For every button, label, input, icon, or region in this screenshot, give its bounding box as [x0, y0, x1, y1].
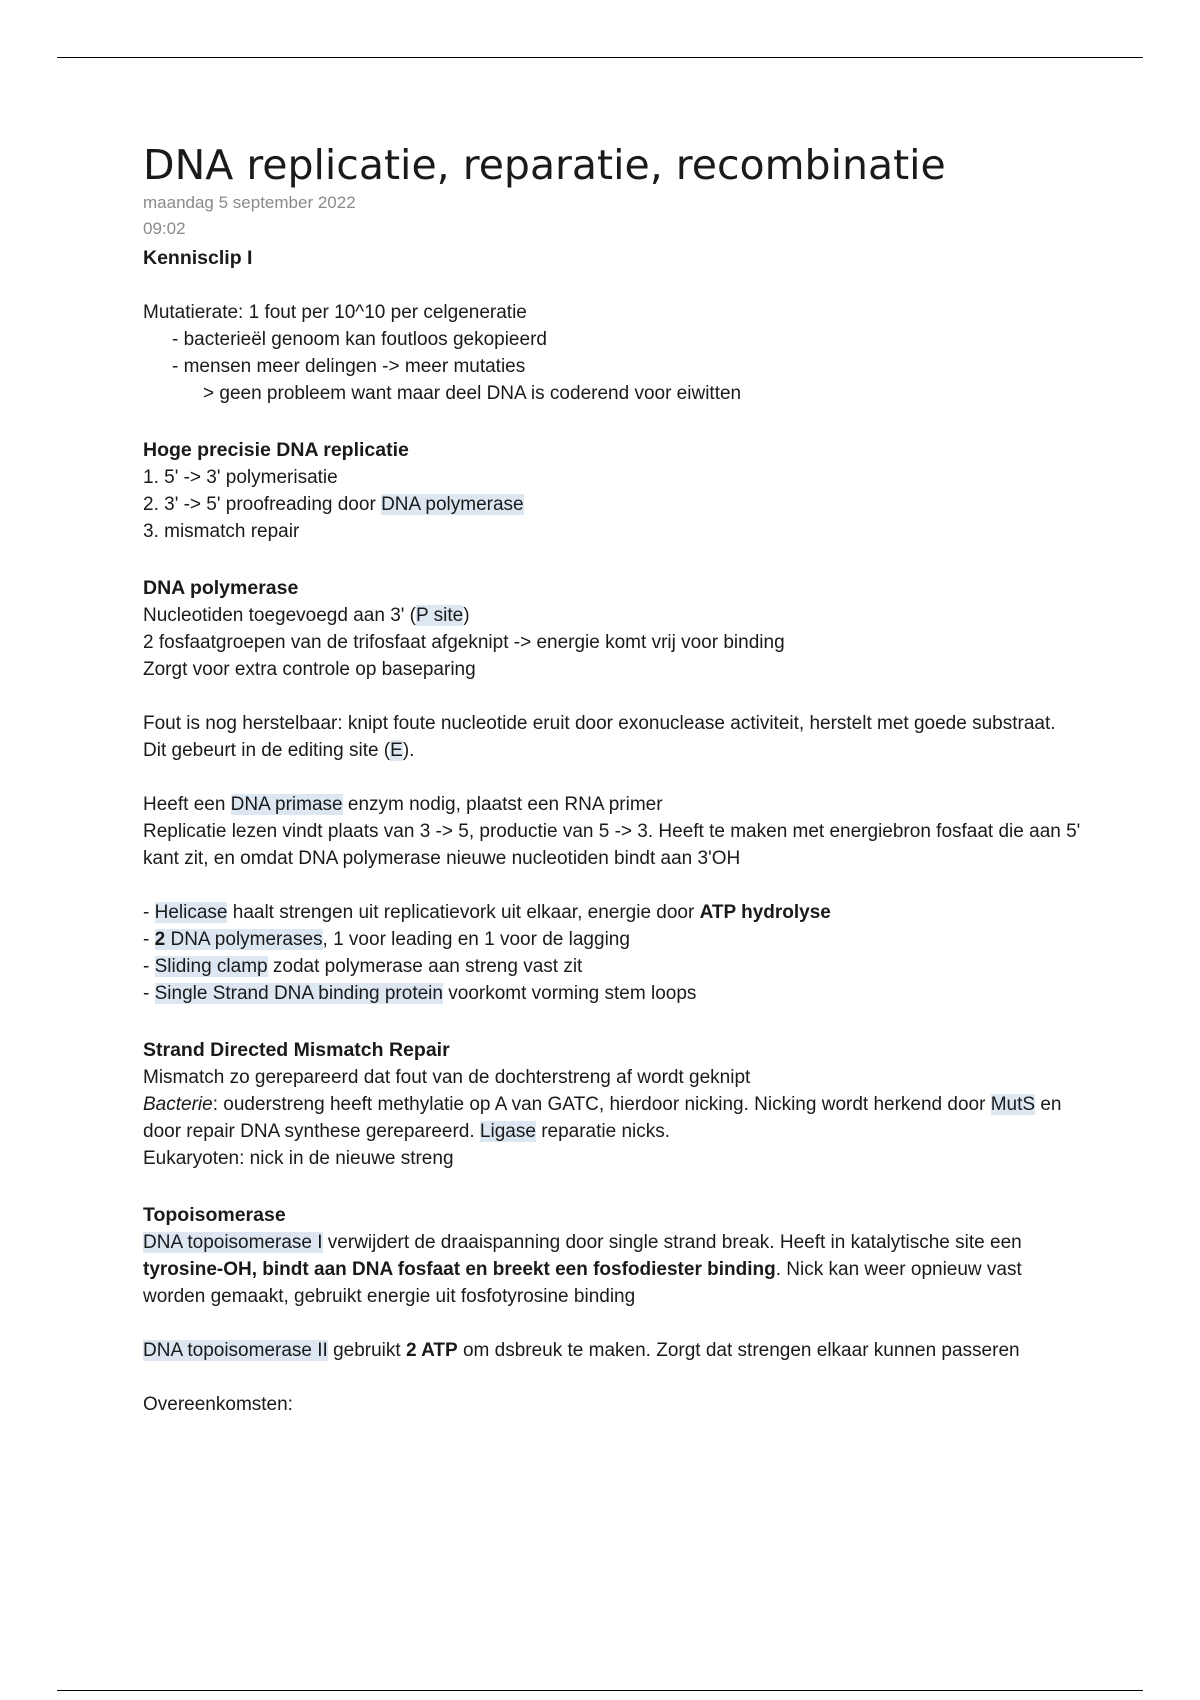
- highlight-dna-polymerases: DNA polymerases: [165, 929, 323, 950]
- highlight-dna-polymerase: DNA polymerase: [381, 494, 524, 515]
- list-item-sliding-clamp: - Sliding clamp zodat polymerase aan streng vast zit: [143, 956, 583, 977]
- note-time: 09:02: [143, 219, 186, 238]
- replication-direction-paragraph: Replicatie lezen vindt plaats van 3 -> 5, productie van 5 -> 3. Heeft te maken met energiebron fosfaat die aan 5' kant zit, en omdat DNA polymerase nieuwe nucleotiden bindt aan 3'OH: [143, 821, 1081, 869]
- mutation-rate-line: Mutatierate: 1 fout per 10^10 per celgeneratie: [143, 302, 527, 323]
- polymerase-line-3: Zorgt voor extra controle op baseparing: [143, 659, 476, 680]
- overeenkomsten-line: Overeenkomsten:: [143, 1394, 293, 1415]
- list-item-polymerases: - 2 DNA polymerases, 1 voor leading en 1 voor de lagging: [143, 929, 630, 950]
- section-heading-polymerase: DNA polymerase: [143, 577, 299, 599]
- topo-2-paragraph: DNA topoisomerase II gebruikt 2 ATP om dsbreuk te maken. Zorgt dat strengen elkaar kunnen passeren: [143, 1340, 1020, 1361]
- polymerase-line-2: 2 fosfaatgroepen van de trifosfaat afgeknipt -> energie komt vrij voor binding: [143, 632, 785, 653]
- topo-1-paragraph: DNA topoisomerase I verwijdert de draaispanning door single strand break. Heeft in katalytische site een tyrosine-OH, bindt aan DNA fosfaat en breekt een fosfodiester binding. Nick kan weer opnieuw vast worden gemaakt, gebruikt energie uit fosfotyrosine binding: [143, 1232, 1022, 1307]
- highlight-topoisomerase-1: DNA topoisomerase I: [143, 1232, 323, 1253]
- note-page: [143, 140, 1083, 1418]
- highlight-p-site: P site: [416, 605, 464, 626]
- highlight-helicase: Helicase: [154, 902, 228, 923]
- page-title: DNA replicatie, reparatie, recombinatie: [143, 141, 946, 189]
- mutation-subbullet: > geen probleem want maar deel DNA is coderend voor eiwitten: [203, 383, 742, 404]
- primase-line: Heeft een DNA primase enzym nodig, plaatst een RNA primer: [143, 794, 663, 815]
- note-date: maandag 5 september 2022: [143, 193, 356, 212]
- mutation-bullet-human: - mensen meer delingen -> meer mutaties: [172, 356, 526, 377]
- section-heading-precision: Hoge precisie DNA replicatie: [143, 439, 409, 461]
- polymerase-line-1: Nucleotiden toegevoegd aan 3' (P site): [143, 605, 470, 626]
- mutation-bullet-bacterial: - bacterieël genoom kan foutloos gekopieerd: [172, 329, 547, 350]
- polymerase-paragraph-editing: Fout is nog herstelbaar: knipt foute nucleotide eruit door exonuclease activiteit, herstelt met goede substraat. Dit gebeurt in de editing site (E).: [143, 713, 1056, 761]
- section-heading-topoisomerase: Topoisomerase: [143, 1204, 286, 1226]
- mismatch-bacteria-paragraph: Bacterie: ouderstreng heeft methylatie op A van GATC, hierdoor nicking. Nicking wordt herkend door MutS en door repair DNA synthese gerepareerd. Ligase reparatie nicks.: [143, 1094, 1062, 1142]
- list-item-helicase: - Helicase haalt strengen uit replicatievork uit elkaar, energie door ATP hydrolyse: [143, 902, 831, 923]
- top-rule: [57, 57, 1143, 58]
- highlight-sliding-clamp: Sliding clamp: [154, 956, 268, 977]
- precision-item-1: 1. 5' -> 3' polymerisatie: [143, 467, 338, 488]
- precision-item-2: 2. 3' -> 5' proofreading door DNA polymerase: [143, 494, 524, 515]
- mismatch-line-1: Mismatch zo gerepareerd dat fout van de dochterstreng af wordt geknipt: [143, 1067, 751, 1088]
- mismatch-eukaryotes-line: Eukaryoten: nick in de nieuwe streng: [143, 1148, 454, 1169]
- highlight-dna-primase: DNA primase: [230, 794, 343, 815]
- highlight-ligase: Ligase: [479, 1121, 536, 1142]
- highlight-e-site: E: [390, 740, 403, 761]
- precision-item-3: 3. mismatch repair: [143, 521, 300, 542]
- highlight-ssb-protein: Single Strand DNA binding protein: [154, 983, 443, 1004]
- highlight-topoisomerase-2: DNA topoisomerase II: [143, 1340, 328, 1361]
- bottom-rule: [57, 1690, 1143, 1691]
- section-heading-mismatch: Strand Directed Mismatch Repair: [143, 1039, 450, 1061]
- highlight-muts: MutS: [990, 1094, 1036, 1115]
- list-item-ssb: - Single Strand DNA binding protein voorkomt vorming stem loops: [143, 983, 697, 1004]
- section-heading-kennisclip: Kennisclip I: [143, 247, 253, 269]
